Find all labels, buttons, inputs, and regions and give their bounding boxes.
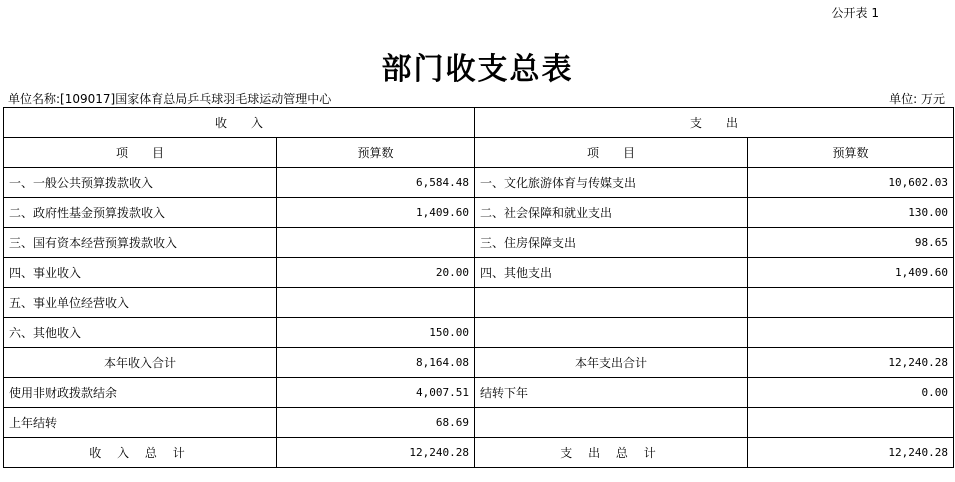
income-value-cell: 1,409.60 [277,198,475,228]
expense-item-cell [475,318,748,348]
expense-item-cell: 支 出 总 计 [475,438,748,468]
income-item-cell: 本年收入合计 [4,348,277,378]
income-value-cell: 8,164.08 [277,348,475,378]
income-item-header: 项 目 [4,138,277,168]
table-row [4,318,954,348]
income-budget-header: 预算数 [277,138,475,168]
page-title: 部门收支总表 [381,52,574,87]
expense-item-cell: 二、社会保障和就业支出 [475,198,748,228]
expense-item-header: 项 目 [475,138,748,168]
income-item-cell: 六、其他收入 [4,318,277,348]
table-row [4,348,954,378]
form-code: 公开表 1 [831,6,879,20]
income-section-header: 收 入 [4,108,475,138]
table-row [4,168,954,198]
income-value-cell: 68.69 [277,408,475,438]
table-body [4,168,954,468]
table-row [4,198,954,228]
income-item-cell: 一、一般公共预算拨款收入 [4,168,277,198]
expense-value-cell: 130.00 [748,198,954,228]
expense-item-cell: 一、文化旅游体育与传媒支出 [475,168,748,198]
income-value-cell: 20.00 [277,258,475,288]
expense-value-cell: 0.00 [748,378,954,408]
income-item-cell: 收 入 总 计 [4,438,277,468]
expense-value-cell: 98.65 [748,228,954,258]
budget-summary-table [3,107,954,468]
expense-item-cell: 三、住房保障支出 [475,228,748,258]
income-item-cell: 四、事业收入 [4,258,277,288]
column-header-row [4,138,954,168]
table-row [4,258,954,288]
table-row [4,408,954,438]
section-header-row [4,108,954,138]
expense-value-cell [748,288,954,318]
expense-value-cell: 10,602.03 [748,168,954,198]
currency-unit-label: 单位: 万元 [889,92,945,106]
table-row [4,438,954,468]
expense-item-cell [475,408,748,438]
table-row [4,378,954,408]
unit-name-label: 单位名称:[109017]国家体育总局乒乓球羽毛球运动管理中心 [8,92,332,106]
expense-value-cell: 12,240.28 [748,348,954,378]
expense-item-cell: 结转下年 [475,378,748,408]
income-item-cell: 三、国有资本经营预算拨款收入 [4,228,277,258]
table-row [4,228,954,258]
income-item-cell: 上年结转 [4,408,277,438]
income-item-cell: 使用非财政拨款结余 [4,378,277,408]
expense-item-cell: 四、其他支出 [475,258,748,288]
expense-value-cell [748,318,954,348]
expense-item-cell [475,288,748,318]
income-item-cell: 二、政府性基金预算拨款收入 [4,198,277,228]
expense-value-cell: 1,409.60 [748,258,954,288]
income-item-cell: 五、事业单位经营收入 [4,288,277,318]
income-value-cell [277,288,475,318]
income-value-cell: 6,584.48 [277,168,475,198]
income-value-cell [277,228,475,258]
income-value-cell: 4,007.51 [277,378,475,408]
income-value-cell: 150.00 [277,318,475,348]
expense-item-cell: 本年支出合计 [475,348,748,378]
expense-section-header: 支 出 [475,108,954,138]
table-row [4,288,954,318]
expense-value-cell [748,408,954,438]
expense-budget-header: 预算数 [748,138,954,168]
income-value-cell: 12,240.28 [277,438,475,468]
expense-value-cell: 12,240.28 [748,438,954,468]
